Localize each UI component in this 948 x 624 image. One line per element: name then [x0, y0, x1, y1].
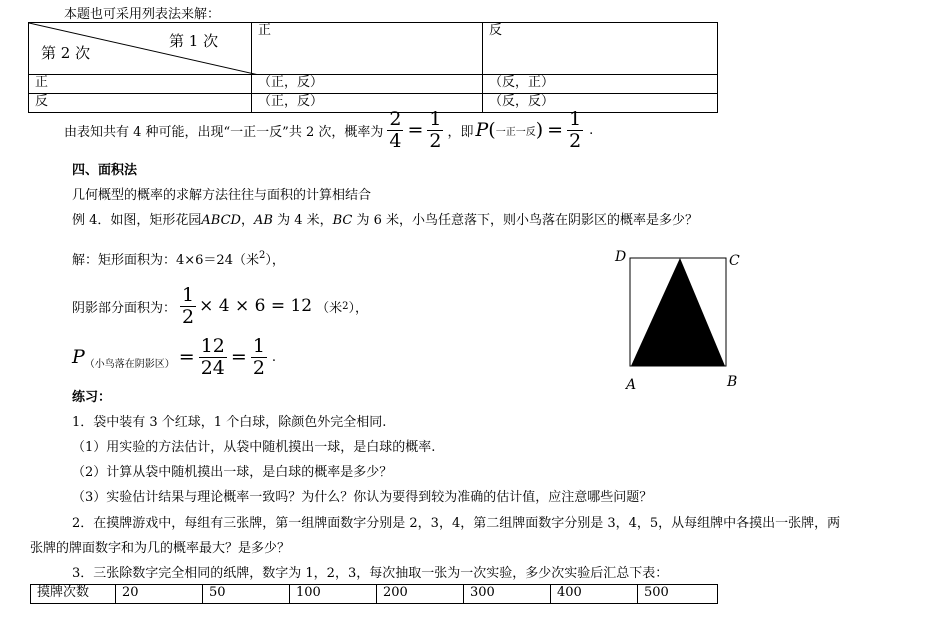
- label-ab: AB: [253, 213, 273, 228]
- cell: （正，反）: [252, 94, 483, 113]
- frac-den: 2: [182, 305, 195, 328]
- equals-sign: =: [547, 119, 564, 141]
- frac-num: 2: [389, 107, 402, 130]
- count-cell: 20: [116, 585, 203, 604]
- superscript: 2: [258, 250, 266, 261]
- prob-subscript: 一正一反: [495, 126, 536, 138]
- sol1-end: ），: [265, 253, 285, 268]
- section-heading: 四、面积法: [72, 163, 138, 178]
- equals-sign: =: [407, 119, 424, 141]
- count-cell: 200: [377, 585, 464, 604]
- example-text: 为 4 米，: [272, 213, 333, 228]
- question-1a: （1）用实验的方法估计，从袋中随机摸出一球，是白球的概率.: [72, 440, 436, 455]
- garden-figure: [612, 248, 742, 393]
- frac-den: 4: [389, 129, 402, 152]
- conclusion-mid: ，即: [447, 124, 474, 140]
- question-1c: （3）实验估计结果与理论概率一致吗？为什么？你认为要得到较为准确的估计值，应注意哪些问题？: [72, 490, 653, 505]
- frac-num: 1: [429, 107, 442, 130]
- section-intro: 几何概型的概率的求解方法往往与面积的计算相结合: [72, 188, 372, 203]
- table-row: [31, 585, 718, 604]
- sol1-text: 解：矩形面积为：4×6＝24（米: [72, 253, 259, 268]
- question-1: 1．袋中装有 3 个红球，1 个白球，除颜色外完全相同.: [72, 415, 387, 430]
- conclusion-line: [64, 107, 593, 153]
- question-3: 3．三张除数字完全相同的纸牌，数字为 1，2，3，每次抽取一张为一次实验，多少次实验后汇总下表：: [72, 566, 669, 581]
- vertex-a-label: A: [626, 377, 637, 393]
- frac-den: 2: [569, 129, 582, 152]
- fraction-half: [180, 285, 196, 328]
- example-text: ，: [240, 213, 254, 228]
- vertex-b-label: B: [727, 374, 738, 390]
- frac-den: 2: [252, 356, 265, 379]
- frac-num: 1: [182, 283, 195, 306]
- frac-num: 1: [569, 107, 582, 130]
- question-1b: （2）计算从袋中随机摸出一球，是白球的概率是多少？: [72, 465, 393, 480]
- frac-num: 1: [252, 334, 265, 357]
- count-cell: 300: [464, 585, 551, 604]
- vertex-d-label: D: [615, 249, 627, 265]
- fraction-12-24: [199, 336, 227, 379]
- corner-cell: [29, 23, 252, 75]
- draw-count-table: [30, 584, 718, 604]
- sol2-text: 阴影部分面积为：: [72, 300, 177, 316]
- header-fan: 反: [483, 23, 718, 75]
- solution-line-1: [72, 249, 285, 268]
- period: .: [271, 349, 277, 365]
- corner-top-label: 第 1 次: [169, 32, 219, 50]
- superscript: 2: [342, 300, 349, 312]
- count-cell: 50: [203, 585, 290, 604]
- label-bc: BC: [332, 213, 353, 228]
- header-zheng: 正: [252, 23, 483, 75]
- cell: （反，正）: [483, 75, 718, 94]
- area-expression: × 4 × 6 = 12: [199, 296, 313, 316]
- count-cell: 500: [638, 585, 718, 604]
- paren-open: (: [488, 119, 496, 141]
- prob-symbol: P: [475, 119, 489, 141]
- intro-text: 本题也可采用列表法来解：: [64, 7, 221, 22]
- cell: （正，反）: [252, 75, 483, 94]
- practice-heading: 练习：: [72, 390, 112, 405]
- period: .: [589, 122, 594, 138]
- sol2-end: ），: [348, 300, 369, 316]
- solution-line-2: [72, 282, 368, 330]
- question-2-line2: 张牌的牌面数字和为几的概率最大？是多少？: [30, 541, 291, 556]
- header-cell: 摸牌次数: [31, 585, 116, 604]
- equals-sign: =: [178, 346, 195, 368]
- fraction-1-2-answer: [251, 336, 267, 379]
- vertex-c-label: C: [729, 253, 740, 269]
- solution-line-3: [72, 333, 276, 381]
- count-cell: 100: [290, 585, 377, 604]
- label-abcd: ABCD: [201, 213, 241, 228]
- equals-sign: =: [230, 346, 247, 368]
- fraction-2-4: [387, 109, 403, 152]
- prob-subscript: （小鸟落在阴影区）: [84, 358, 175, 370]
- corner-bottom-label: 第 2 次: [41, 44, 91, 62]
- cell: （反，反）: [483, 94, 718, 113]
- frac-den: 24: [200, 356, 225, 379]
- row-label: 反: [29, 94, 252, 113]
- example-text: 例 4．如图，矩形花园: [72, 213, 202, 228]
- question-2-line1: 2．在摸牌游戏中，每组有三张牌，第一组牌面数字分别是 2，3，4，第二组牌面数字分别是 3，4，5，从每组牌中各摸出一张牌，两: [72, 516, 841, 531]
- frac-num: 12: [200, 334, 225, 357]
- fraction-1-2-result: [567, 109, 583, 152]
- count-cell: 400: [551, 585, 638, 604]
- example-text: 为 6 米，小鸟任意落下，则小鸟落在阴影区的概率是多少？: [352, 213, 699, 228]
- frac-den: 2: [429, 129, 442, 152]
- example-4: [72, 209, 698, 228]
- conclusion-text: 由表知共有 4 种可能，出现“一正一反”共 2 次，概率为: [64, 124, 384, 140]
- prob-symbol: P: [72, 346, 85, 368]
- outcome-table: [28, 22, 718, 113]
- row-label: 正: [29, 75, 252, 94]
- paren-close: ): [535, 119, 544, 141]
- table-row: [29, 75, 718, 94]
- unit-text: （米: [316, 300, 343, 316]
- fraction-1-2: [427, 109, 443, 152]
